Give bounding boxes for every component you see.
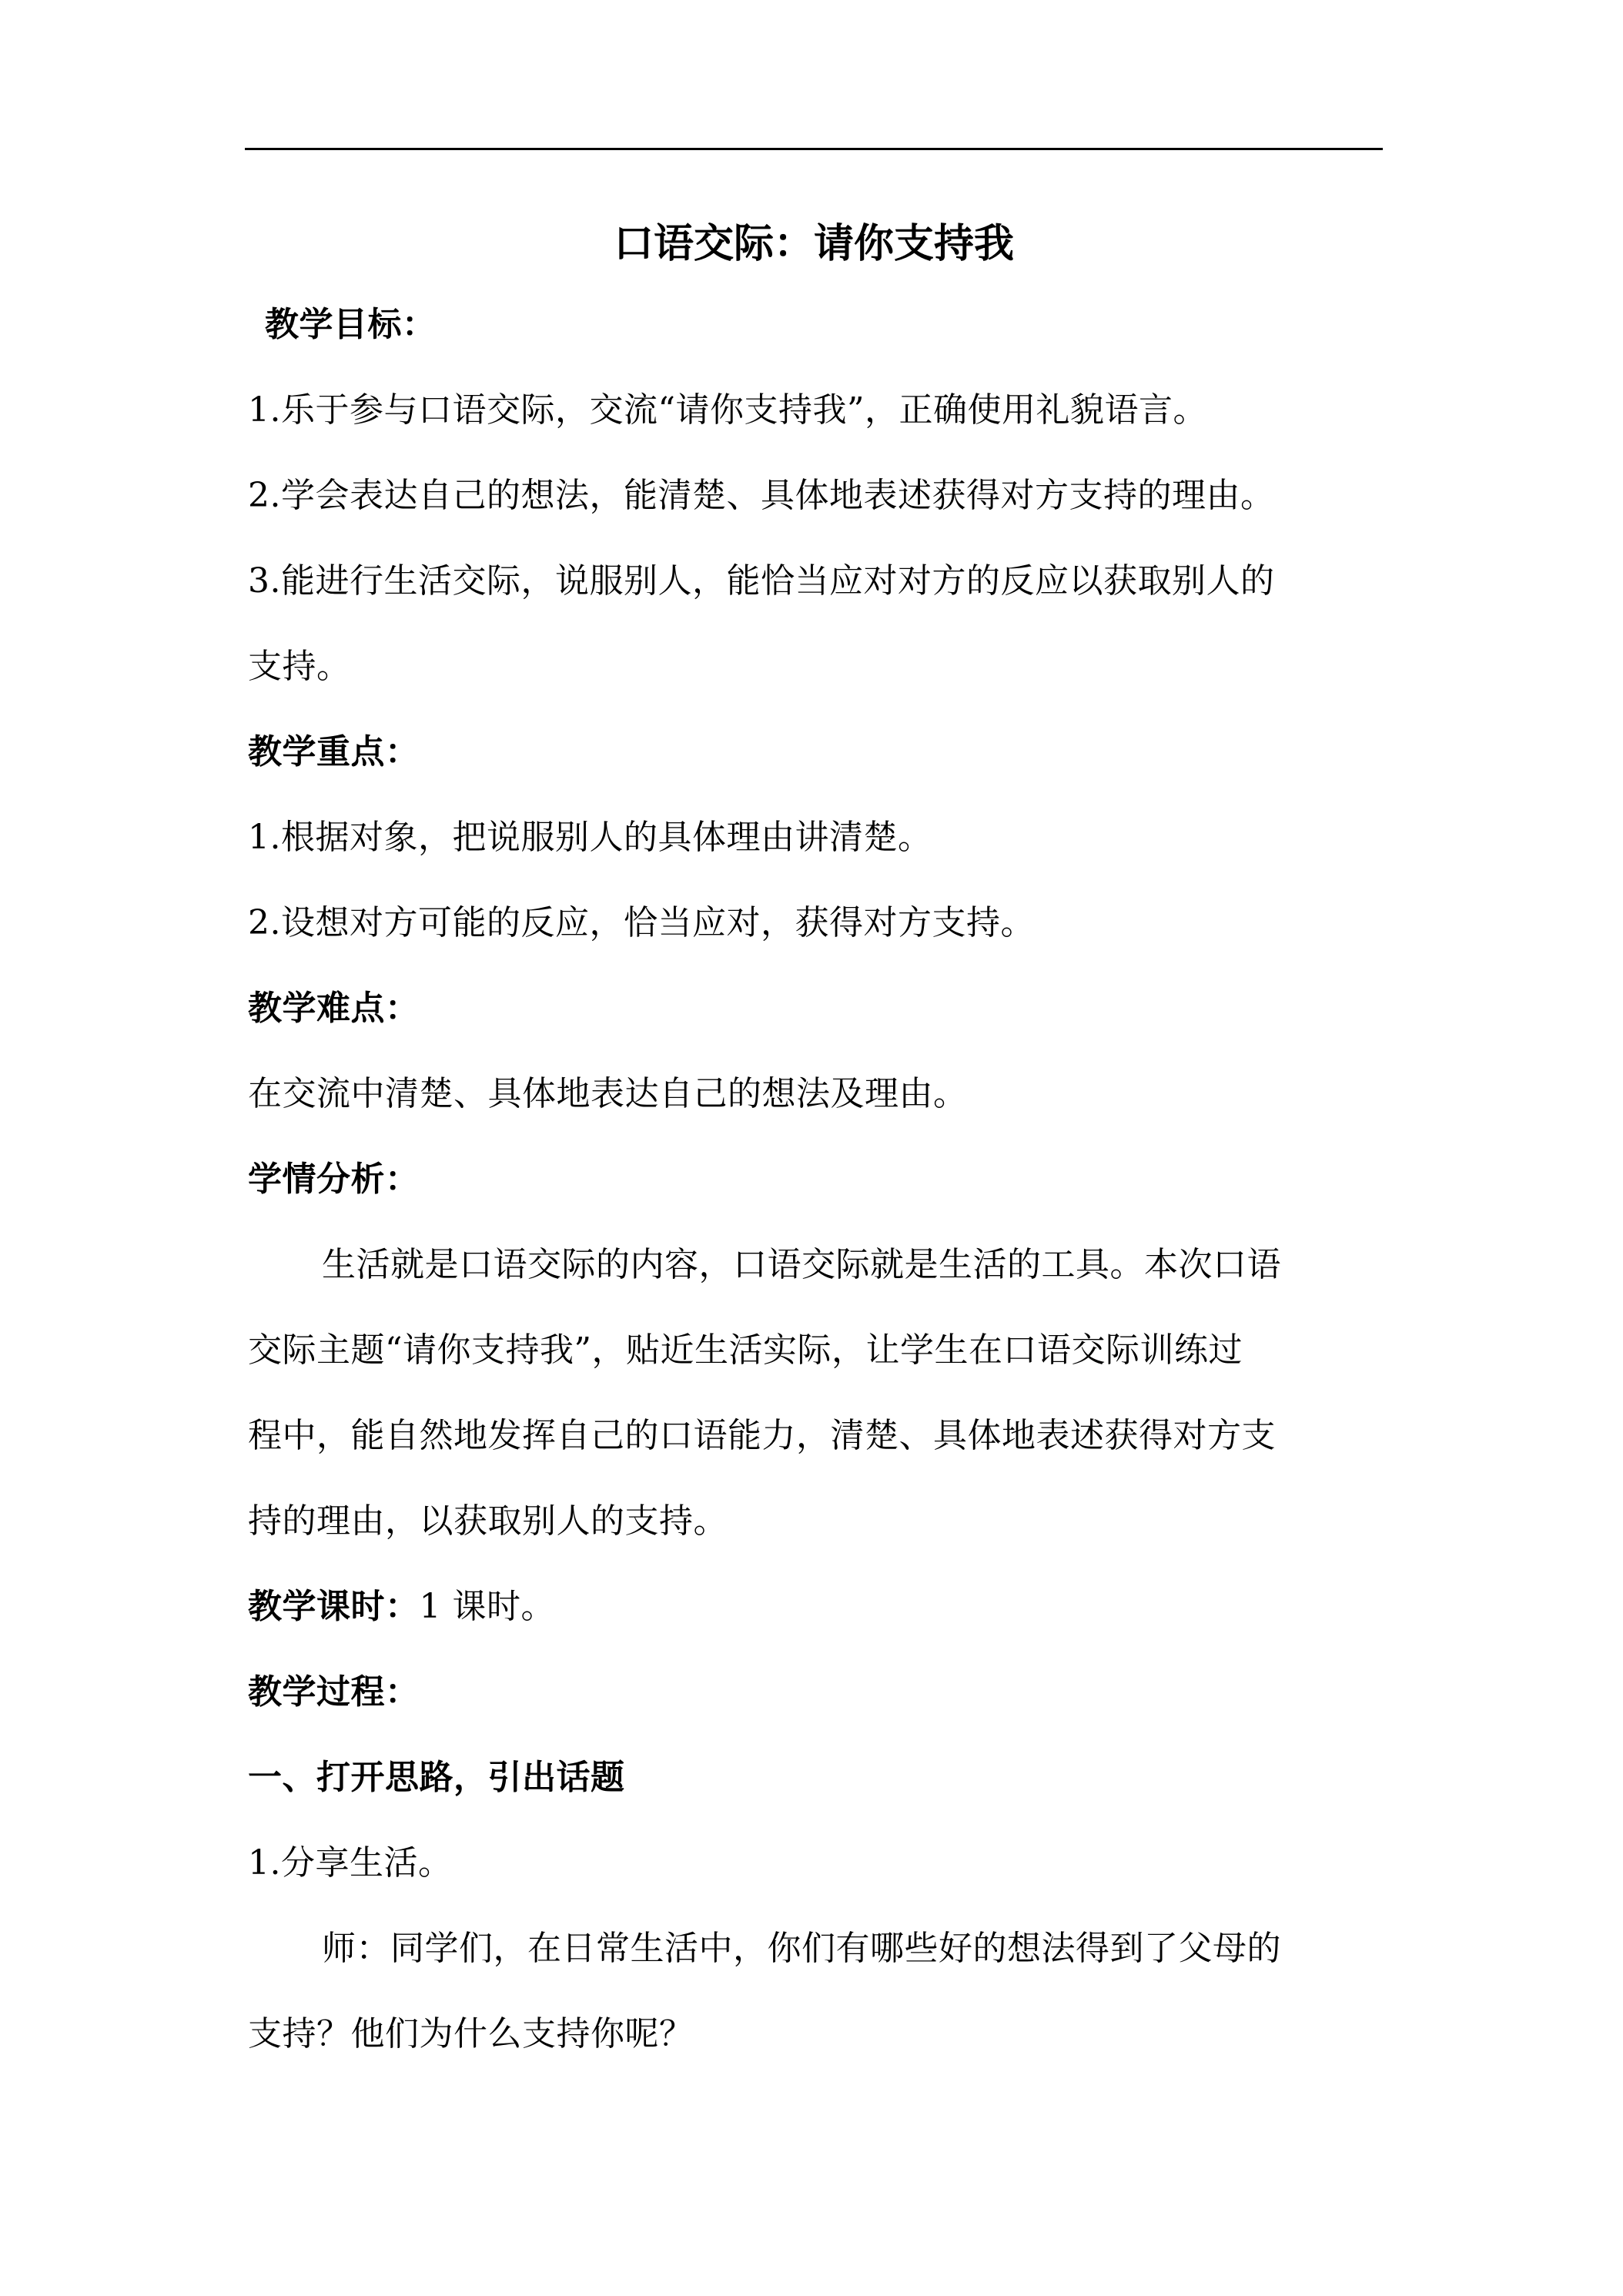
class-hours-row <box>248 1584 1386 1630</box>
teacher-line-1: 师：同学们，在日常生活中，你们有哪些好的想法得到了父母的 <box>322 1929 1281 1968</box>
key-point-item-1: 1.根据对象，把说服别人的具体理由讲清楚。 <box>248 818 932 857</box>
header-rule <box>245 148 1383 150</box>
analysis-line-2: 交际主题“请你支持我”，贴近生活实际，让学生在口语交际训练过 <box>248 1330 1243 1370</box>
difficulties-heading: 教学难点： <box>248 989 420 1028</box>
objective-item-3-cont: 支持。 <box>248 647 351 686</box>
page-title: 口语交际：请你支持我 <box>613 221 1014 267</box>
process-heading: 教学过程： <box>248 1672 420 1712</box>
objectives-heading: 教学目标： <box>265 305 437 344</box>
section-1-title: 一、打开思路，引出话题 <box>248 1758 625 1797</box>
objective-item-3: 3.能进行生活交际，说服别人，能恰当应对对方的反应以获取别人的 <box>248 561 1275 601</box>
step-1-title: 1.分享生活。 <box>248 1843 453 1883</box>
objective-item-2: 2.学会表达自己的想法，能清楚、具体地表述获得对方支持的理由。 <box>248 476 1275 515</box>
difficulties-text: 在交流中清楚、具体地表达自己的想法及理由。 <box>248 1074 968 1113</box>
key-point-item-2: 2.设想对方可能的反应，恰当应对，获得对方支持。 <box>248 903 1035 942</box>
class-hours-value: 1 课时。 <box>419 1587 555 1626</box>
class-hours-label: 教学课时： <box>248 1587 420 1626</box>
key-points-heading: 教学重点： <box>248 732 420 771</box>
analysis-line-4: 持的理由，以获取别人的支持。 <box>248 1501 728 1541</box>
analysis-line-3: 程中，能自然地发挥自己的口语能力，清楚、具体地表述获得对方支 <box>248 1416 1276 1455</box>
analysis-heading: 学情分析： <box>248 1160 420 1199</box>
analysis-line-1: 生活就是口语交际的内容，口语交际就是生活的工具。本次口语 <box>322 1245 1281 1284</box>
objective-item-1: 1.乐于参与口语交际，交流“请你支持我”，正确使用礼貌语言。 <box>248 390 1207 430</box>
teacher-line-2: 支持？他们为什么支持你呢？ <box>248 2014 694 2053</box>
